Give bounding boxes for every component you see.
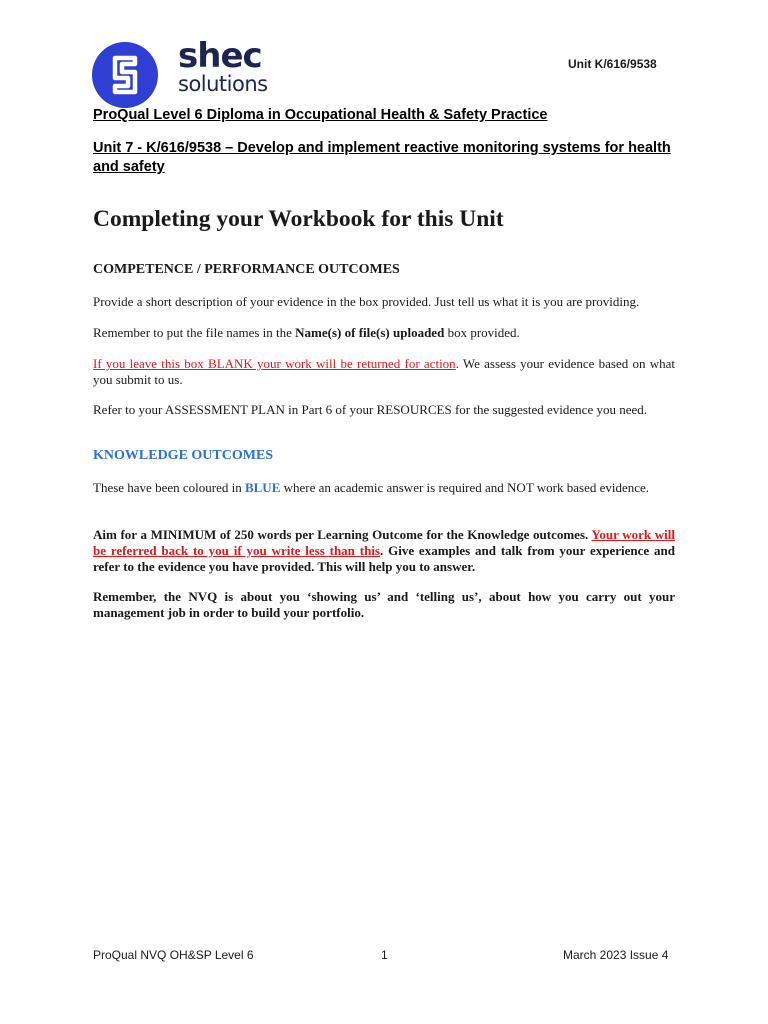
header-unit-code: Unit K/616/9538 [568, 57, 657, 71]
p5-text-end: where an academic answer is required and NOT work based evidence. [280, 480, 650, 495]
file-names-box-label: Name(s) of file(s) uploaded [295, 325, 445, 340]
blue-keyword: BLUE [244, 480, 281, 495]
footer-course: ProQual NVQ OH&SP Level 6 [93, 948, 254, 962]
blank-warning: If you leave this box BLANK your work will be returned for action [93, 356, 456, 371]
knowledge-paragraph-3: Remember, the NVQ is about you ‘showing us’ and ‘telling us’, about how you carry out your management job in order to build your portfolio. [93, 589, 675, 620]
p6-text-end: . Give examples and talk from your experience and refer to the evidence you have provided. This will help you to answer. [93, 543, 675, 574]
diploma-title: ProQual Level 6 Diploma in Occupational Health & Safety Practice [93, 107, 548, 123]
footer-issue: March 2023 Issue 4 [563, 948, 669, 962]
knowledge-paragraph-1 [93, 480, 675, 496]
competence-paragraph-3 [93, 356, 675, 388]
competence-heading: COMPETENCE / PERFORMANCE OUTCOMES [93, 262, 400, 277]
p6-text: Aim for a MINIMUM of 250 words per Learning Outcome for the Knowledge outcomes. [93, 527, 592, 542]
p2-text-end: box provided. [444, 325, 520, 340]
shec-logo-icon [92, 42, 158, 108]
knowledge-paragraph-2 [93, 527, 675, 575]
page-title: Completing your Workbook for this Unit [93, 206, 504, 232]
competence-paragraph-1: Provide a short description of your evidence in the box provided. Just tell us what it is you are providing. [93, 294, 640, 309]
shec-logo [92, 36, 312, 106]
logo-word-solutions: solutions [178, 72, 268, 96]
footer-page-number: 1 [381, 948, 388, 962]
p2-text: Remember to put the file names in the [93, 325, 296, 340]
logo-word-shec: shec [178, 36, 262, 76]
knowledge-heading: KNOWLEDGE OUTCOMES [93, 448, 274, 463]
competence-paragraph-2 [93, 325, 675, 341]
unit-title: Unit 7 - K/616/9538 – Develop and implement reactive monitoring systems for health and safety [93, 140, 671, 175]
p3-text: . We assess your evidence based on what you submit to us. [93, 356, 675, 387]
competence-paragraph-4: Refer to your ASSESSMENT PLAN in Part 6 of your RESOURCES for the suggested evidence you need. [93, 402, 648, 417]
p5-text: These have been coloured in [93, 480, 245, 495]
word-count-warning: Your work will be referred back to you if you write less than this [93, 527, 676, 558]
